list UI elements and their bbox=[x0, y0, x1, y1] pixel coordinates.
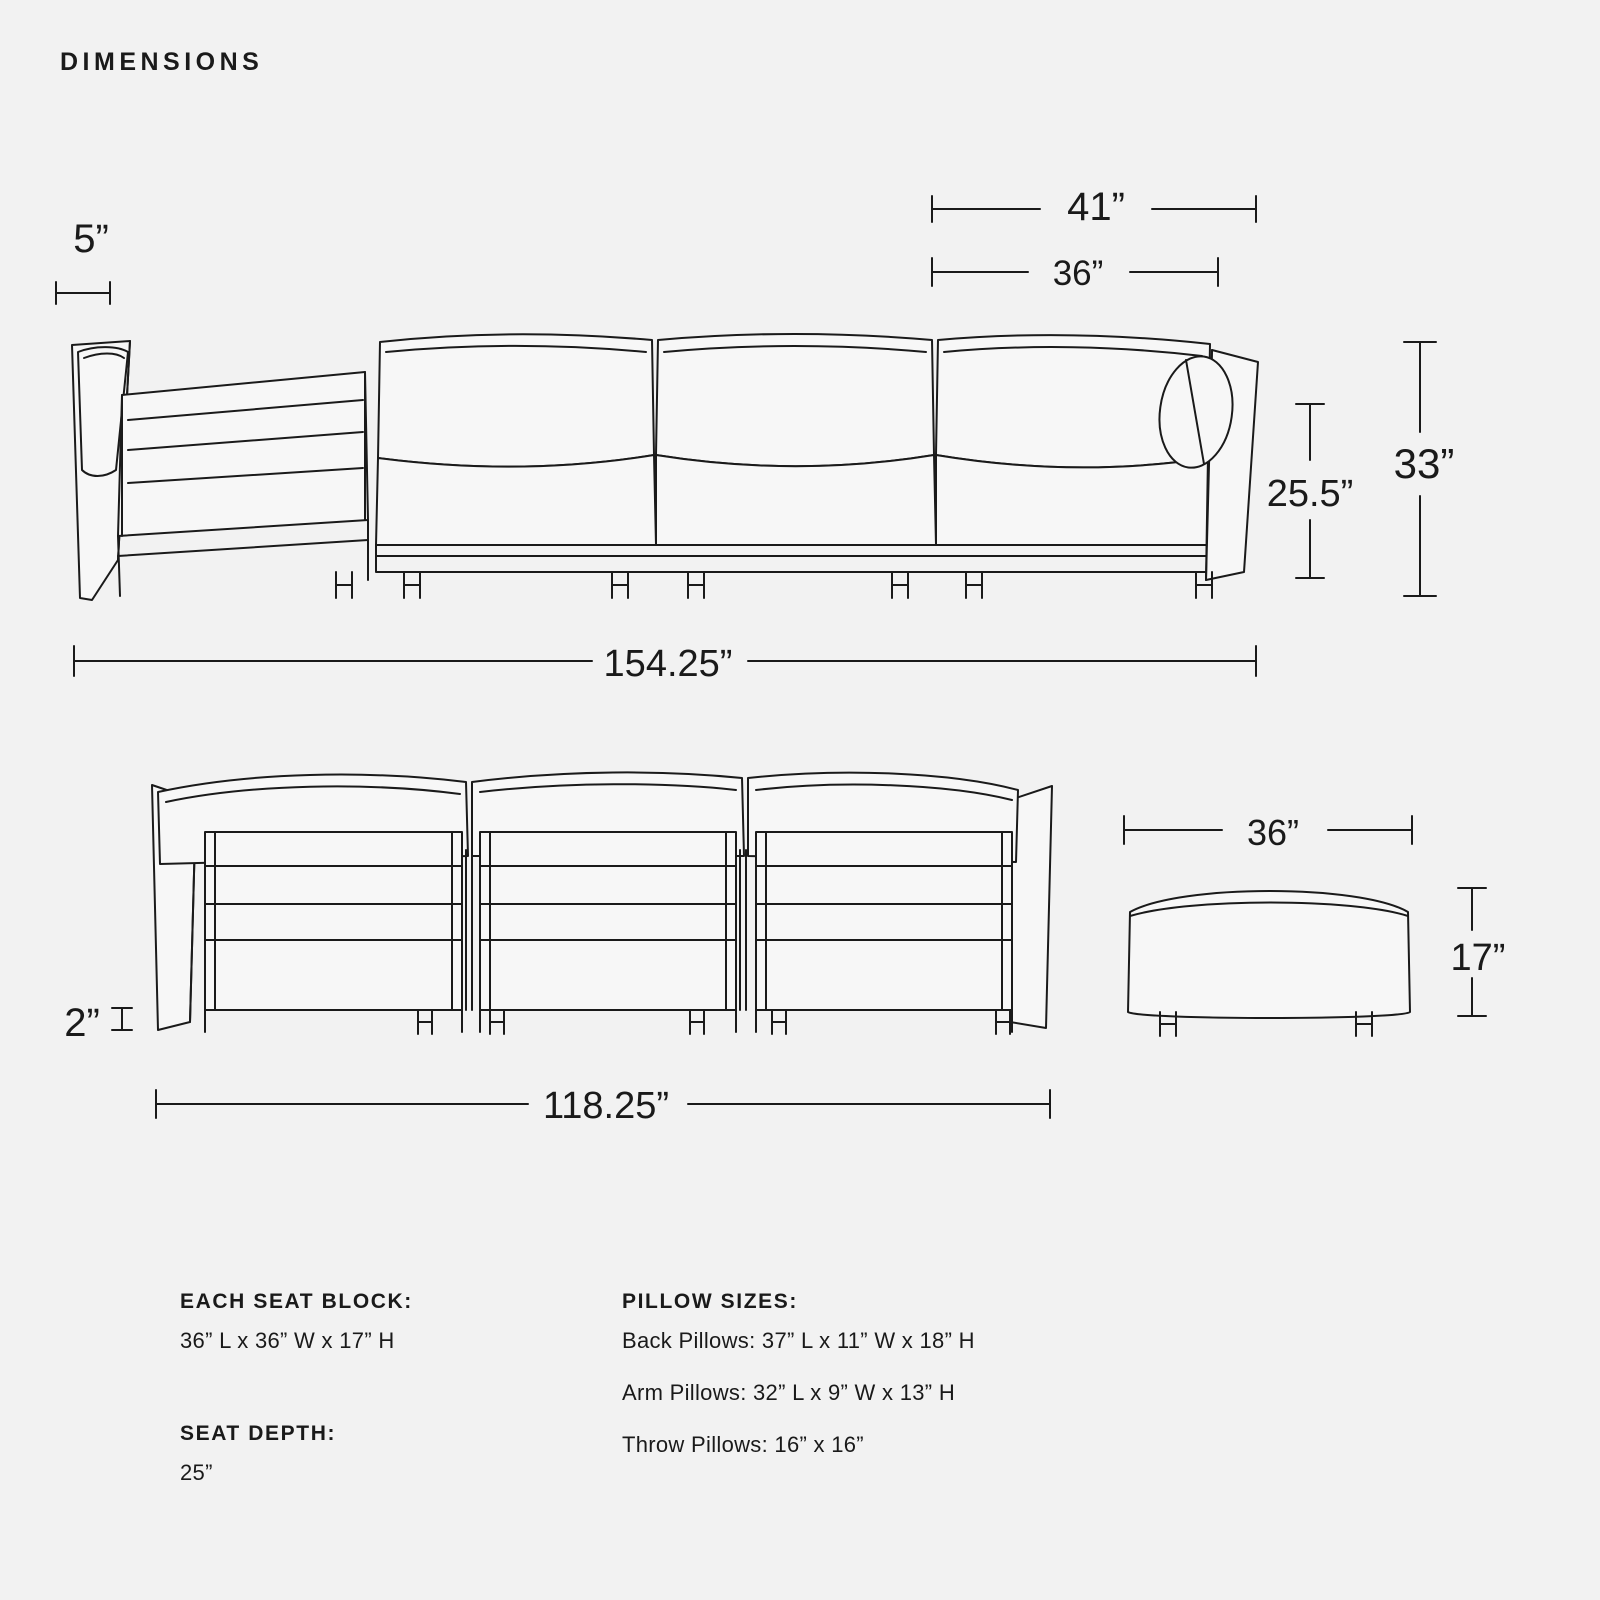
label-36-ottoman: 36” bbox=[1246, 812, 1300, 853]
seat-block-label: EACH SEAT BLOCK: bbox=[180, 1290, 413, 1313]
seat-depth-value: 25” bbox=[180, 1460, 213, 1485]
pillow-sizes-label: PILLOW SIZES: bbox=[622, 1290, 798, 1313]
spec-column-right bbox=[622, 1290, 1262, 1484]
label-2: 2” bbox=[64, 1001, 100, 1045]
pillow-arm-line: Arm Pillows: 32” L x 9” W x 13” H bbox=[622, 1380, 956, 1405]
seat-block-value: 36” L x 36” W x 17” H bbox=[180, 1328, 395, 1353]
seat-depth-label: SEAT DEPTH: bbox=[180, 1422, 337, 1445]
label-36-front: 36” bbox=[1052, 254, 1104, 293]
dim-5 bbox=[56, 282, 110, 304]
label-118-25: 118.25” bbox=[542, 1085, 670, 1127]
dim-2 bbox=[112, 1008, 132, 1030]
label-17: 17” bbox=[1450, 937, 1506, 979]
front-view-group bbox=[72, 334, 1258, 600]
pillow-throw-line: Throw Pillows: 16” x 16” bbox=[622, 1432, 864, 1457]
label-25-5: 25.5” bbox=[1266, 473, 1354, 515]
label-33: 33” bbox=[1393, 440, 1455, 487]
label-5: 5” bbox=[73, 217, 109, 261]
pillow-back-line: Back Pillows: 37” L x 11” W x 18” H bbox=[622, 1328, 975, 1353]
label-41: 41” bbox=[1067, 185, 1125, 229]
spec-column-left bbox=[180, 1290, 600, 1498]
label-154-25: 154.25” bbox=[603, 643, 733, 685]
page-title: DIMENSIONS bbox=[60, 48, 264, 76]
back-view-group bbox=[152, 772, 1052, 1034]
ottoman-view-group bbox=[1128, 891, 1410, 1036]
